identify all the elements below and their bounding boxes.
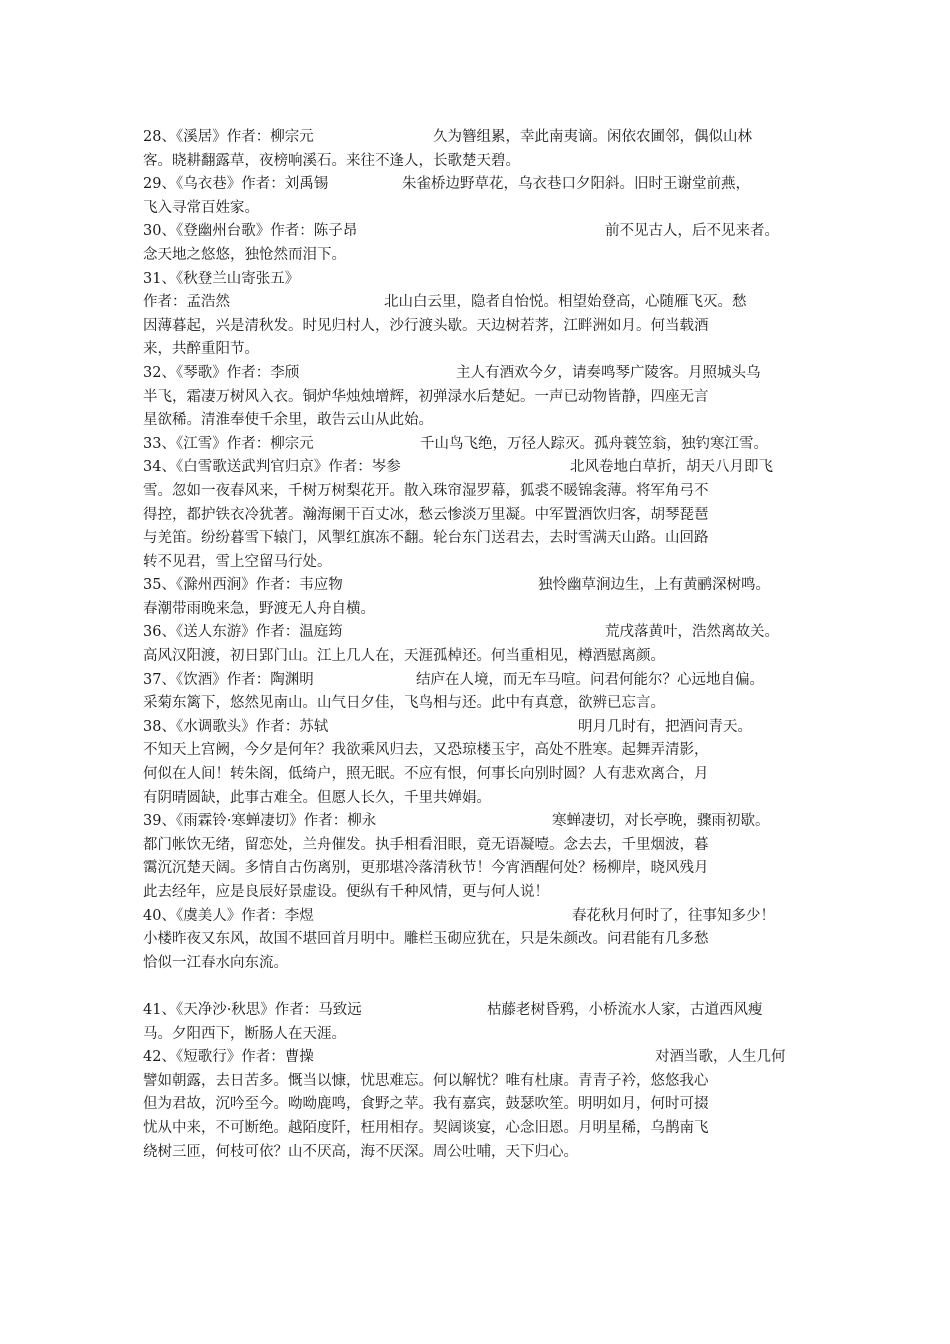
poem-42-line-1 [143,1046,823,1070]
poem-31-title: 31、《秋登兰山寄张五》 [143,270,300,287]
poem-40-line-1 [143,905,823,929]
poem-38-line-4: 有阴晴圆缺，此事古难全。但愿人长久，千里共婵娟。 [143,789,491,806]
poem-list [143,126,823,1164]
poem-34-line-2: 雪。忽如一夜春风来，千树万树梨花开。散入珠帘湿罗幕，狐裘不暖锦衾薄。将军角弓不 [143,482,709,499]
poem-38-first-line: 明月几时有，把酒问青天。 [578,718,752,735]
poem-35-first-line: 独怜幽草涧边生，上有黄鹂深树鸣。 [538,577,770,594]
paragraph-gap [143,975,823,999]
poem-42-line-5: 绕树三匝，何枝可依？山不厌高，海不厌深。周公吐哺，天下归心。 [143,1143,578,1160]
poem-35-line-2: 春潮带雨晚来急，野渡无人舟自横。 [143,600,375,617]
poem-41-heading: 41、《天净沙·秋思》作者：马致远 [143,1001,362,1018]
poem-39-line-4: 此去经年，应是良辰好景虚设。便纵有千种风情，更与何人说！ [143,884,549,900]
poem-38-line-3: 何似在人间！转朱阁，低绮户，照无眠。不应有恨，何事长向别时圆？人有悲欢离合，月 [143,766,709,783]
poem-34-line-1 [143,456,823,480]
poem-31-first-line: 北山白云里，隐者自怡悦。相望始登高，心随雁飞灭。愁 [384,294,747,311]
poem-32-line-1 [143,362,823,386]
poem-39-heading: 39、《雨霖铃·寒蝉凄切》作者：柳永 [143,813,377,830]
poem-42-line-4: 忧从中来，不可断绝。越陌度阡，枉用相存。契阔谈宴，心念旧恩。月明星稀，乌鹊南飞 [143,1119,709,1136]
poem-32-first-line: 主人有酒欢今夕，请奏鸣琴广陵客。月照城头乌 [456,364,761,381]
poem-34-first-line: 北风卷地白草折，胡天八月即飞 [570,459,773,476]
poem-36-line-2: 高风汉阳渡，初日郢门山。江上几人在，天涯孤棹还。何当重相见，樽酒慰离颜。 [143,648,665,665]
poem-39-first-line: 寒蝉凄切，对长亭晚，骤雨初歇。 [552,813,770,830]
poem-37-line-2: 采菊东篱下，悠然见南山。山气日夕佳，飞鸟相与还。此中有真意，欲辨已忘言。 [143,695,665,712]
poem-34-line-3: 得控，都护铁衣冷犹著。瀚海阑干百丈冰，愁云惨淡万里凝。中军置酒饮归客，胡琴琵琶 [143,506,709,523]
poem-39-line-3: 霭沉沉楚天阔。多情自古伤离别，更那堪冷落清秋节！今宵酒醒何处？杨柳岸，晓风残月 [143,860,709,877]
poem-33-first-line: 千山鸟飞绝，万径人踪灭。孤舟蓑笠翁，独钓寒江雪。 [420,435,768,452]
poem-41-first-line: 枯藤老树昏鸦，小桥流水人家，古道西风瘦 [487,1001,763,1018]
poem-34-line-4: 与羌笛。纷纷暮雪下辕门，风掣红旗冻不翻。轮台东门送君去，去时雪满天山路。山回路 [143,530,709,547]
poem-29-heading: 29、《乌衣巷》作者：刘禹锡 [143,176,329,193]
poem-28-heading: 28、《溪居》作者：柳宗元 [143,129,314,145]
poem-28-line-1 [143,126,823,150]
poem-31-line-2: 因薄暮起，兴是清秋发。时见归村人，沙行渡头歇。天边树若荠，江畔洲如月。何当载酒 [143,317,709,334]
poem-31-line-1 [143,291,823,315]
poem-30-line-1 [143,220,823,244]
poem-39-line-2: 都门帐饮无绪，留恋处，兰舟催发。执手相看泪眼，竟无语凝噎。念去去，千里烟波，暮 [143,836,709,853]
poem-28-line-2: 客。晓耕翻露草，夜榜响溪石。来往不逢人，长歌楚天碧。 [143,152,520,169]
poem-29-line-1 [143,173,823,197]
poem-32-heading: 32、《琴歌》作者：李颀 [143,364,300,381]
poem-36-first-line: 荒戌落黄叶，浩然离故关。 [605,624,779,641]
poem-31-author: 作者：孟浩然 [143,294,230,311]
poem-33-line-1 [143,433,823,457]
poem-41-line-1 [143,999,823,1023]
poem-37-heading: 37、《饮酒》作者：陶渊明 [143,671,314,688]
poem-29-first-line: 朱雀桥边野草花，乌衣巷口夕阳斜。旧时王谢堂前燕， [402,176,750,193]
poem-32-line-2: 半飞，霜凄万树风入衣。铜炉华烛烛增辉，初弹渌水后楚妃。一声已动物皆静，四座无言 [143,388,709,405]
poem-34-heading: 34、《白雪歌送武判官归京》作者：岑参 [143,459,401,476]
poem-41-line-2: 马。夕阳西下，断肠人在天涯。 [143,1025,346,1042]
poem-36-heading: 36、《送人东游》作者：温庭筠 [143,624,343,641]
poem-42-line-2: 譬如朝露，去日苦多。慨当以慷，忧思难忘。何以解忧？唯有杜康。青青子衿，悠悠我心 [143,1072,709,1089]
poem-35-heading: 35、《滁州西涧》作者：韦应物 [143,577,343,594]
poem-39-line-1 [143,810,823,834]
poem-33-heading: 33、《江雪》作者：柳宗元 [143,435,314,452]
poem-38-line-1 [143,716,823,740]
poem-37-first-line: 结庐在人境，而无车马喧。问君何能尔？心远地自偏。 [416,671,764,688]
poem-40-line-3: 恰似一江春水向东流。 [143,954,288,971]
poem-38-line-2: 不知天上宫阙，今夕是何年？我欲乘风归去，又恐琼楼玉宇，高处不胜寒。起舞弄清影， [143,742,709,759]
poem-34-line-5: 转不见君，雪上空留马行处。 [143,553,332,570]
poem-30-line-2: 念天地之悠悠，独怆然而泪下。 [143,246,346,263]
poem-30-heading: 30、《登幽州台歌》作者：陈子昂 [143,223,358,240]
poem-36-line-1 [143,621,823,645]
poem-35-line-1 [143,574,823,598]
poem-40-heading: 40、《虞美人》作者：李煜 [143,907,314,924]
poem-29-line-2: 飞入寻常百姓家。 [143,199,259,216]
poem-38-heading: 38、《水调歌头》作者：苏轼 [143,718,329,735]
poem-37-line-1 [143,669,823,693]
poem-31-line-3: 来，共醉重阳节。 [143,341,259,358]
poem-42-line-3: 但为君故，沉吟至今。呦呦鹿鸣，食野之苹。我有嘉宾，鼓瑟吹笙。明明如月，何时可掇 [143,1096,709,1113]
poem-40-line-2: 小楼昨夜又东风，故国不堪回首月明中。雕栏玉砌应犹在，只是朱颜改。问君能有几多愁 [143,931,709,948]
poem-30-first-line: 前不见古人，后不见来者。 [605,223,779,240]
poem-28-first-line: 久为簪组累，幸此南夷谪。闲依农圃邻，偶似山林 [433,129,752,145]
poem-40-first-line: 春花秋月何时了，往事知多少！ [572,907,775,924]
poem-42-first-line: 对酒当歌，人生几何 [655,1049,786,1066]
poem-42-heading: 42、《短歌行》作者：曹操 [143,1049,314,1066]
poem-32-line-3: 星欲稀。清淮奉使千余里，敢告云山从此始。 [143,412,433,429]
